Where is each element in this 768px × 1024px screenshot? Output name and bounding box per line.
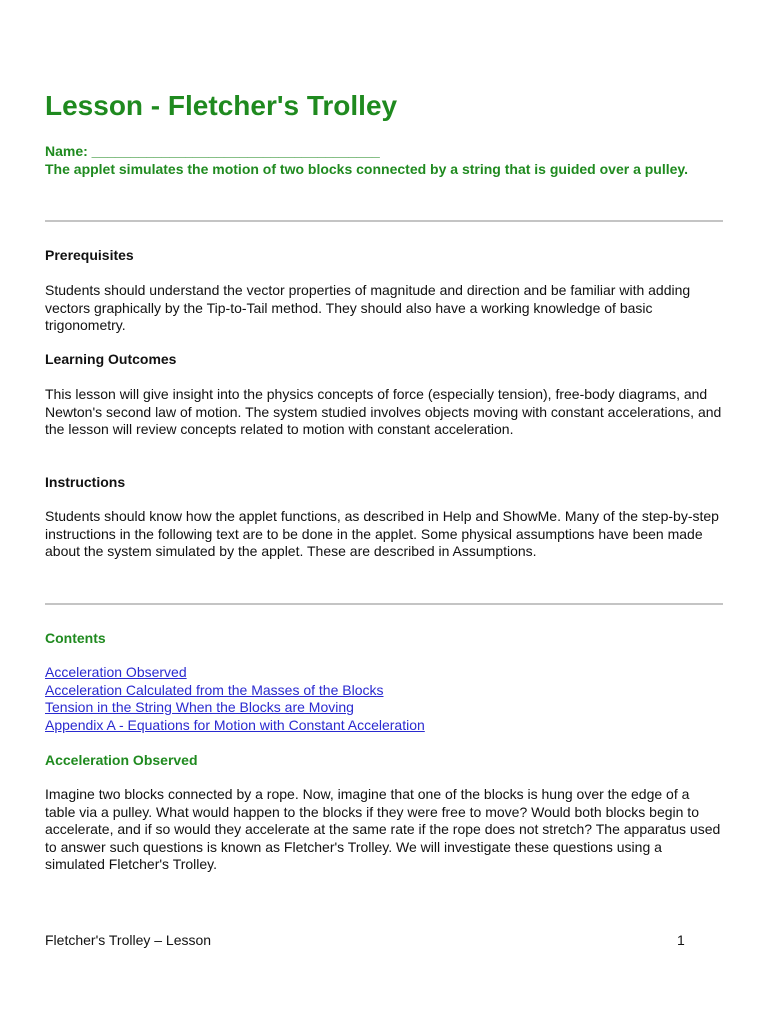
- acceleration-observed-heading: Acceleration Observed: [45, 752, 198, 768]
- prerequisites-heading: Prerequisites: [45, 247, 134, 263]
- instructions-heading: Instructions: [45, 474, 126, 490]
- contents-link-acceleration-calculated[interactable]: Acceleration Calculated from the Masses of the Blocks: [45, 681, 384, 698]
- name-field-line: Name: _____________________________________: [45, 143, 380, 159]
- list-item: [45, 699, 425, 717]
- footer-page-number: 1: [677, 932, 685, 948]
- footer-document-name: Fletcher's Trolley – Lesson: [45, 932, 212, 948]
- learning-outcomes-text: This lesson will give insight into the physics concepts of force (especially tension), free-body diagrams, and Newton's second law of motion. The system studied involves objects moving with constant accelerations, and the lesson will review concepts related to motion with constant acceleration.: [45, 386, 722, 437]
- contents-link-acceleration-observed[interactable]: Acceleration Observed: [45, 664, 187, 680]
- lesson-summary: The applet simulates the motion of two blocks connected by a string that is guided over a pulley.: [45, 161, 689, 177]
- list-item: [45, 682, 425, 700]
- acceleration-observed-text: Imagine two blocks connected by a rope. Now, imagine that one of the blocks is hung over the edge of a table via a pulley. What would happen to the blocks if they were free to move? Would both blocks begin to accelerate, and if so would they accelerate at the same rate if the rope does not stretch? The apparatus used to answer such questions is known as Fletcher's Trolley. We will investigate these questions using a simulated Fletcher's Trolley.: [45, 786, 721, 872]
- contents-link-tension-in-string[interactable]: Tension in the String When the Blocks are Moving: [45, 699, 354, 715]
- divider: [45, 603, 723, 605]
- instructions-text: Students should know how the applet functions, as described in Help and ShowMe. Many of the step-by-step instructions in the following text are to be done in the applet. Some physical assumptions have been made about the system simulated by the applet. These are described in Assumptions.: [45, 508, 719, 559]
- prerequisites-text: Students should understand the vector properties of magnitude and direction and be familiar with adding vectors graphically by the Tip-to-Tail method. They should also have a working knowledge of basic trigonometry.: [45, 282, 691, 333]
- divider: [45, 220, 723, 222]
- list-item: [45, 664, 425, 682]
- page-title: Lesson - Fletcher's Trolley: [45, 90, 398, 121]
- contents-list: [45, 664, 425, 734]
- learning-outcomes-heading: Learning Outcomes: [45, 351, 177, 367]
- contents-link-appendix-a[interactable]: Appendix A - Equations for Motion with Constant Acceleration: [45, 716, 425, 733]
- contents-heading: Contents: [45, 630, 106, 646]
- list-item: [45, 717, 425, 735]
